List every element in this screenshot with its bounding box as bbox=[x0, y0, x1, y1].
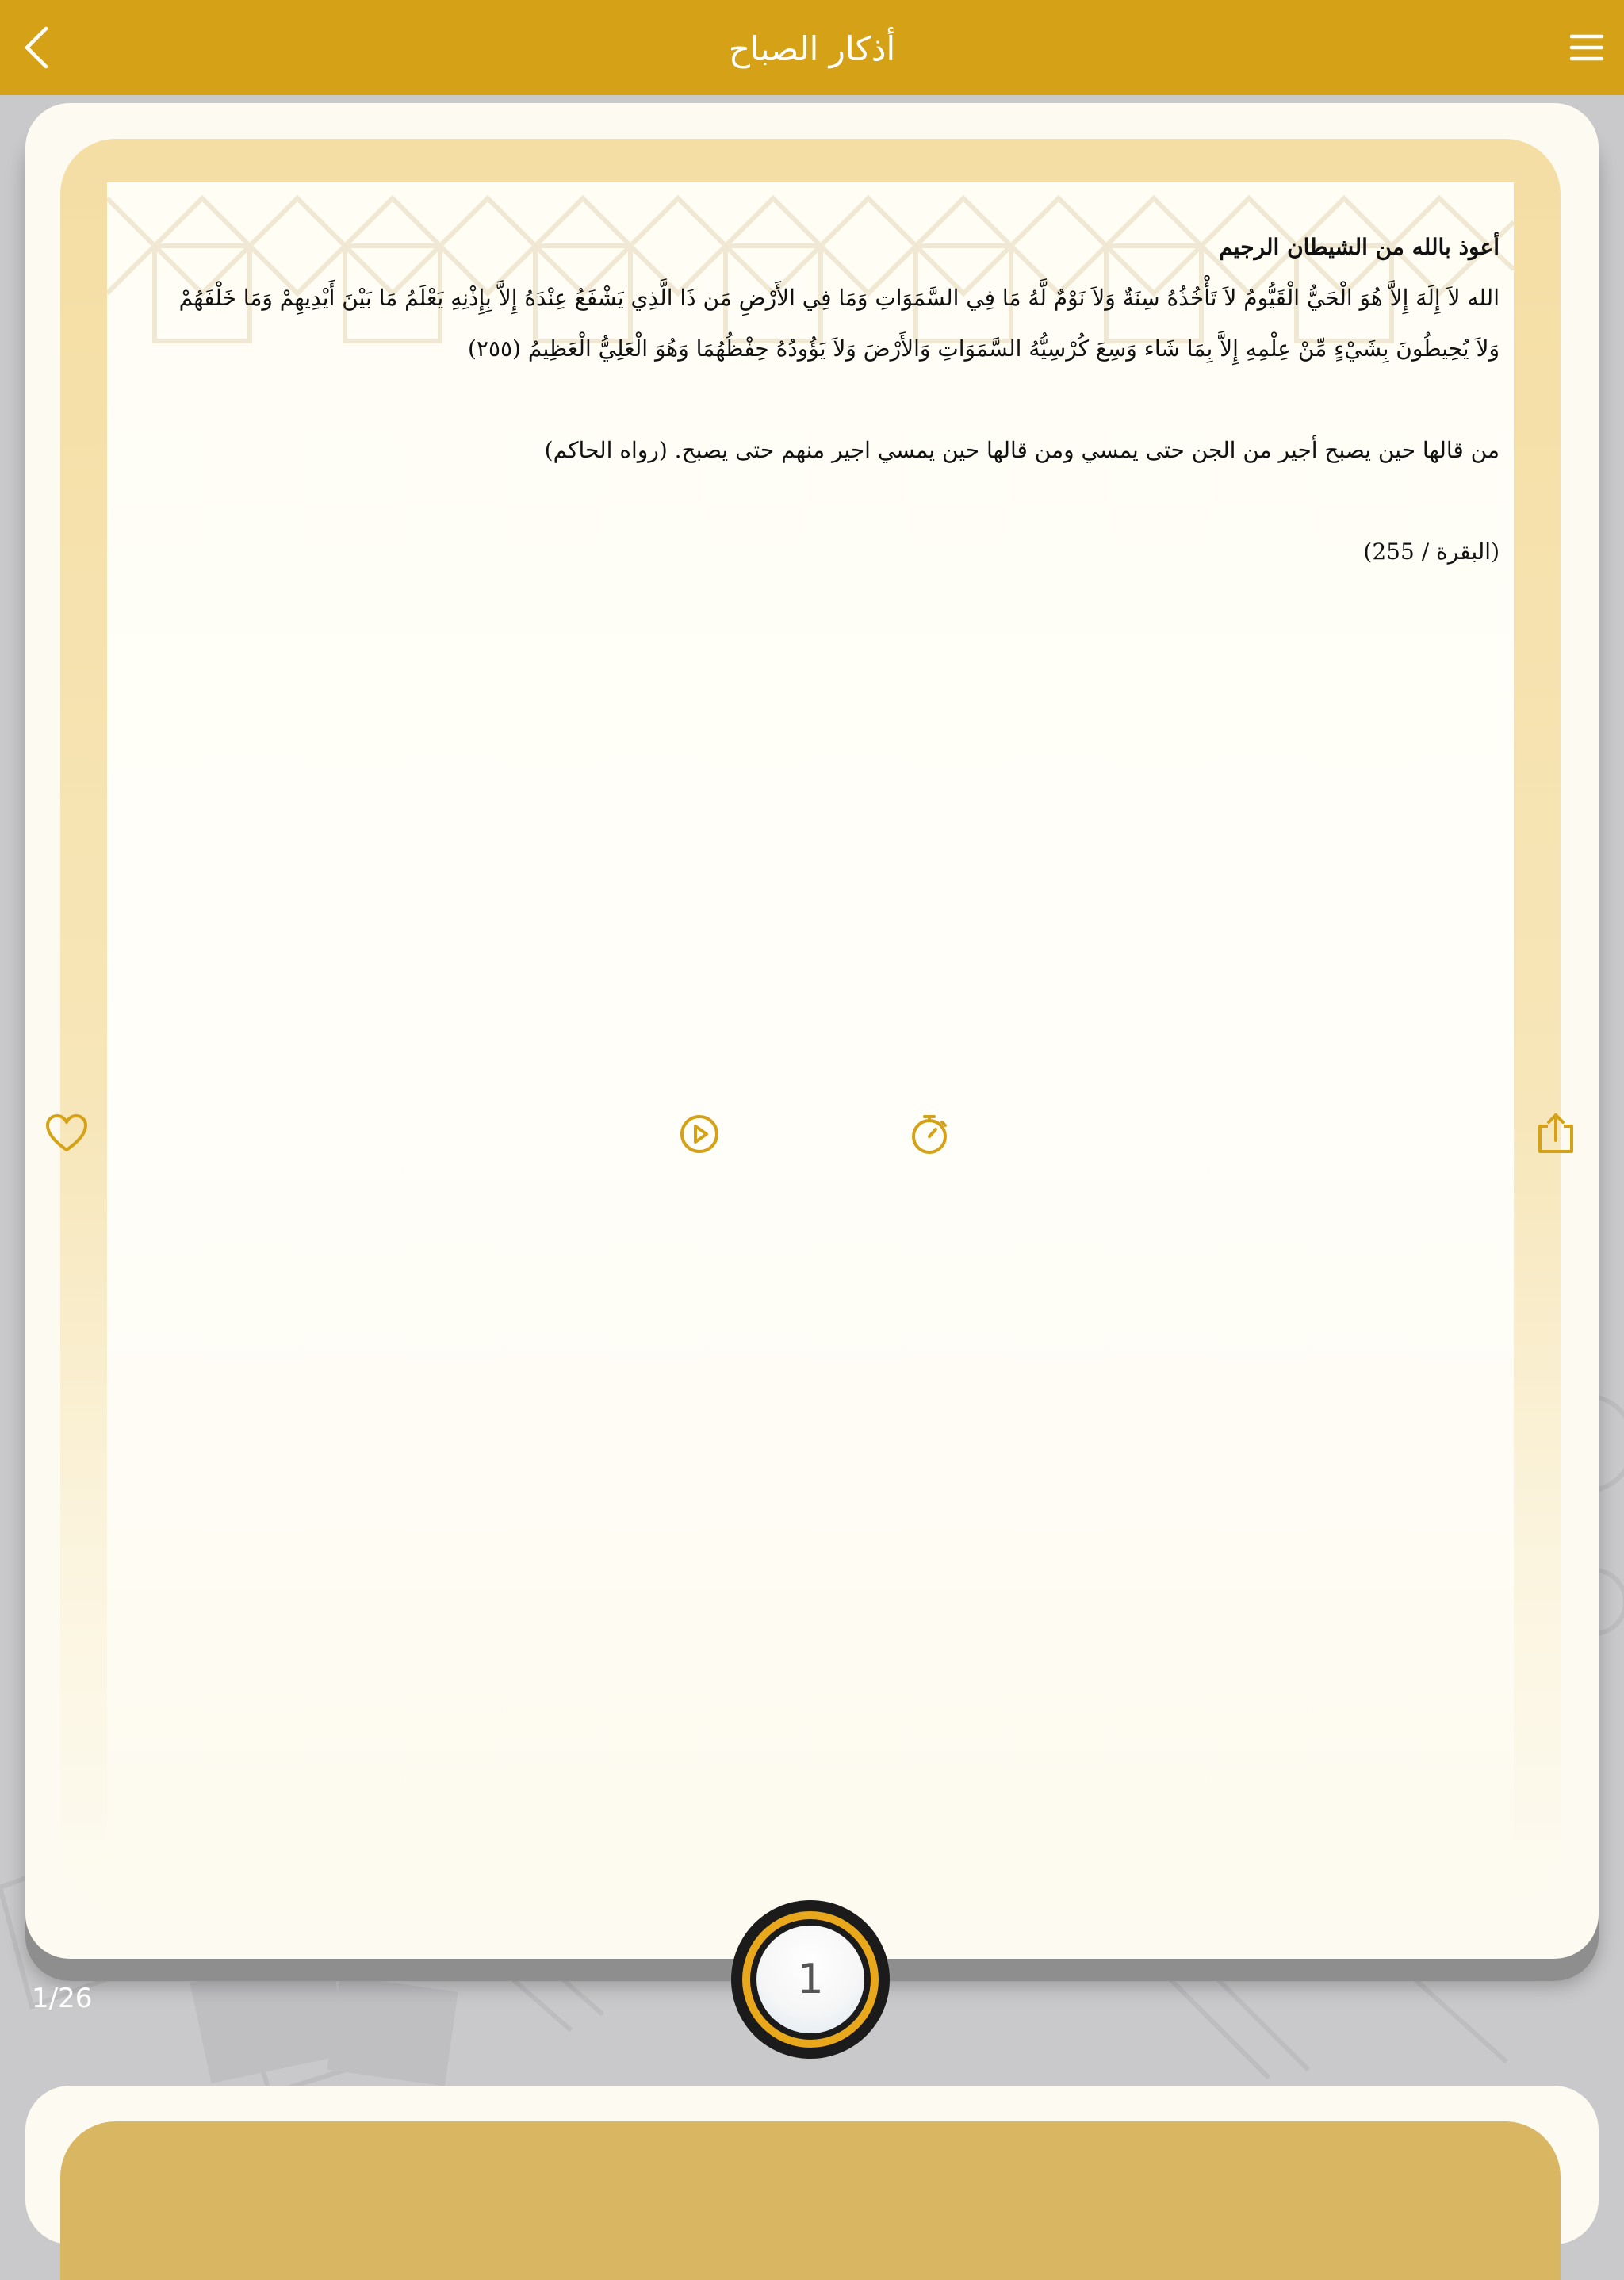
next-card-frame bbox=[60, 2121, 1561, 2280]
top-bar bbox=[0, 0, 1624, 95]
favorite-button[interactable] bbox=[43, 1110, 90, 1158]
page-title: أذكار الصباح bbox=[728, 29, 896, 68]
counter-value: 1 bbox=[756, 1926, 864, 2033]
heart-icon bbox=[43, 1110, 90, 1158]
dhikr-text bbox=[170, 222, 1500, 577]
stopwatch-icon bbox=[906, 1110, 953, 1158]
share-icon bbox=[1532, 1110, 1580, 1158]
timer-button[interactable] bbox=[906, 1110, 953, 1158]
play-button[interactable] bbox=[676, 1110, 723, 1158]
counter-button[interactable] bbox=[731, 1900, 890, 2059]
page-indicator: 1/26 bbox=[32, 1983, 93, 2014]
play-circle-icon bbox=[676, 1110, 723, 1158]
chevron-left-icon bbox=[17, 22, 62, 73]
card-content bbox=[107, 182, 1514, 1907]
share-button[interactable] bbox=[1532, 1110, 1580, 1158]
card-frame bbox=[60, 139, 1561, 1907]
menu-button[interactable] bbox=[1567, 25, 1607, 70]
dhikr-card bbox=[25, 103, 1599, 1959]
next-dhikr-card[interactable] bbox=[25, 2086, 1599, 2244]
virtue-text: من قالها حين يصبح أجير من الجن حتى يمسي ومن قالها حين يمسي اجير منهم حتى يصبح. (رواه الحاكم) bbox=[544, 437, 1500, 463]
verse-text: الله لاَ إِلَهَ إِلاَّ هُوَ الْحَيُّ الْقَيُّومُ لاَ تَأْخُذُهُ سِنَةٌ وَلاَ نَوْمٌ لَّهُ مَا فِي السَّمَوَاتِ وَمَا فِي الأَرْضِ مَن ذَا الَّذِي يَشْفَعُ عِنْدَهُ إِلاَّ بِإِذْنِهِ يَعْلَمُ مَا بَيْنَ أَيْدِيهِمْ وَمَا خَلْفَهُمْ وَلاَ يُحِيطُونَ بِشَيْءٍ مِّنْ عِلْمِهِ إِلاَّ بِمَا شَاء وَسِعَ كُرْسِيُّهُ السَّمَوَاتِ وَالأَرْضَ وَلاَ يَؤُودُهُ حِفْظُهُمَا وَهُوَ الْعَلِيُّ الْعَظِيمُ (٢٥٥) bbox=[178, 285, 1500, 362]
back-button[interactable] bbox=[17, 22, 62, 73]
hamburger-menu-icon bbox=[1567, 25, 1607, 70]
source-reference: (البقرة / 255) bbox=[1363, 538, 1500, 565]
isti-adha-heading: أعوذ بالله من الشيطان الرجيم bbox=[1219, 234, 1500, 260]
